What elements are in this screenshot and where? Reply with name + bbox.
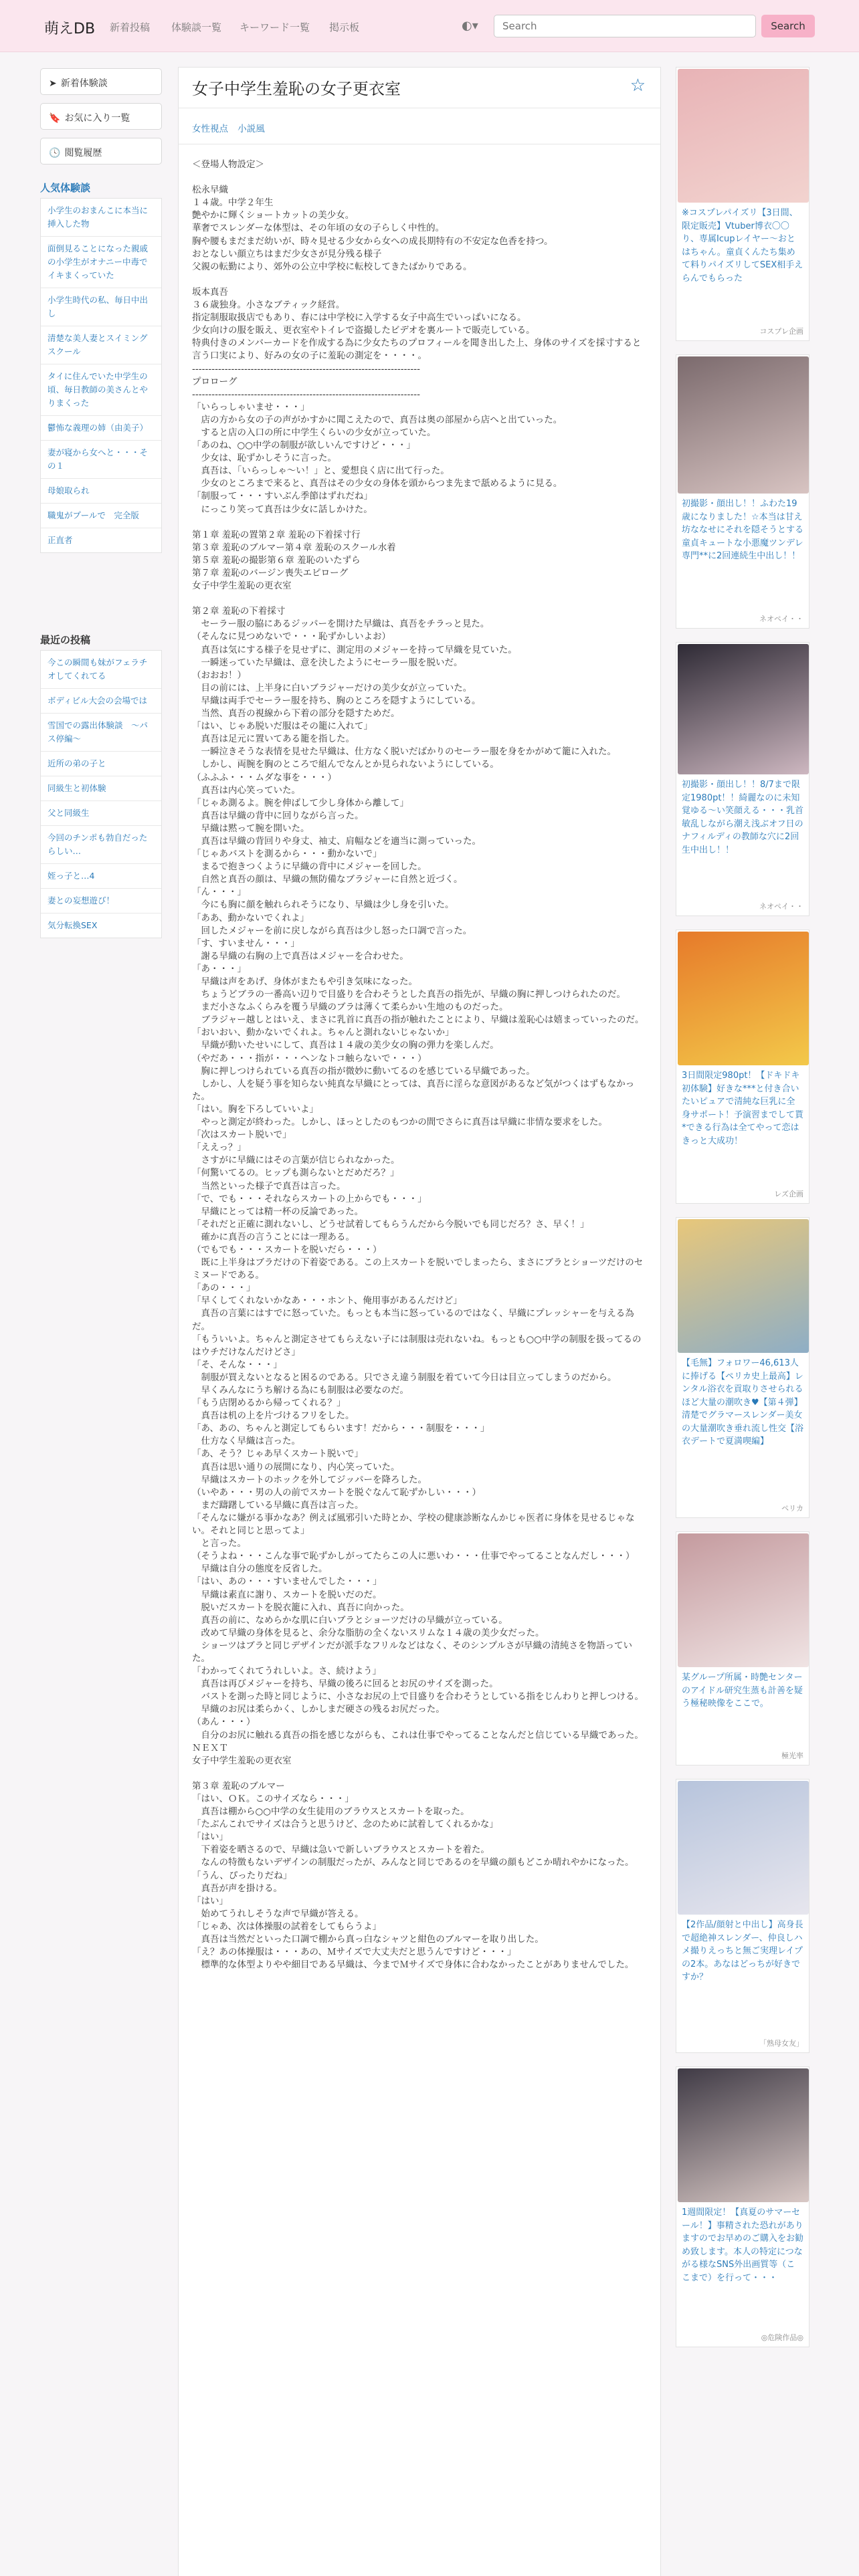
story-line: ＜登場人物設定＞ bbox=[192, 159, 264, 170]
story-line: 「はい、ＯＫ。このサイズなら・・・」 bbox=[192, 1794, 354, 1804]
story-line: 「あ、そう？じゃあ早くスカート脱いで」 bbox=[192, 1448, 363, 1460]
story-line: ちょうどブラの一番高い辺りで目盛りを合わそうとした真吾の指先が、早織の胸に押しつけられたのだ。 bbox=[192, 989, 626, 1000]
popular-stories-title: 人気体験談 bbox=[40, 182, 91, 194]
story-line: まだ躊躇している早織に真吾は言った。 bbox=[192, 1499, 364, 1511]
story-line: 「あ・・・」 bbox=[192, 963, 246, 974]
story-line: 女子中学生羞恥の更衣室 bbox=[192, 1755, 292, 1766]
story-line: 一瞬泣きそうな表情を見せた早織は、仕方なく脱いだばかりのセーラー服を身をかがめて籠に入れた。 bbox=[192, 746, 616, 758]
story-line: 「おいおい、動かないでくれよ。ちゃんと測れないじゃないか」 bbox=[192, 1027, 454, 1039]
tag-link[interactable]: 小説風 bbox=[237, 124, 265, 134]
story-line bbox=[192, 1767, 647, 1780]
story-line bbox=[192, 274, 647, 286]
story-line: 「あの・・・」 bbox=[192, 1283, 256, 1294]
story-line: 「はい。胸を下ろしていいよ」 bbox=[192, 1103, 318, 1115]
story-line: 「ええっ？」 bbox=[192, 1142, 246, 1154]
story-line: 「次はスカート脱いで」 bbox=[192, 1130, 292, 1141]
story-line: 早織にとっては精一杯の反論であった。 bbox=[192, 1206, 364, 1217]
popular-story-link[interactable]: 妻が寝から女へと・・・その１ bbox=[41, 441, 161, 479]
story-line: 「はい、あの・・・すいませんでした・・・」 bbox=[192, 1576, 382, 1588]
popular-story-link[interactable]: 職鬼がプールで 完全版 bbox=[41, 504, 161, 528]
story-line: 女子中学生羞恥の更衣室 bbox=[192, 580, 292, 592]
nav-board[interactable]: 掲示板 bbox=[329, 21, 360, 33]
ad-source: 極光率 bbox=[781, 1751, 803, 1760]
story-line: （あん・・・） bbox=[192, 1717, 256, 1728]
story-line: 父親の転勤により、郊外の公立中学校に転校してきたばかりである。 bbox=[192, 261, 472, 272]
ad-caption[interactable]: 初撮影・顔出し！！ふわた19歳になりました！☆本当は甘え坊ななせにそれを隠そうとする童貞キュートな小悪魔ツンデレ専門**に2回連続生中出し！！ bbox=[682, 499, 804, 561]
story-line: 「たぶんこれでサイズは合うと思うけど、念のために試着してくれるかな」 bbox=[192, 1819, 498, 1830]
story-line: 特典付きのメンバーカードを作成する為に少女たちのプロフィールを聞き出した上、身体のサイズを採寸すると言う口実により、好みの女の子に羞恥の測定を・・・・。 bbox=[192, 338, 642, 362]
story-line: 今にも胸に顔を触れられそうになり、早織は少し身を引いた。 bbox=[192, 899, 454, 911]
search-input[interactable] bbox=[494, 15, 756, 37]
story-line: 「わかってくれてうれしいよ。さ、続けよう」 bbox=[192, 1666, 381, 1677]
story-line: 真吾は棚から○○中学の女生徒用のブラウスとスカートを取った。 bbox=[192, 1806, 470, 1818]
ad-thumbnail[interactable] bbox=[678, 1781, 809, 1915]
popular-story-link[interactable]: 清楚な美人妻とスイミングスクール bbox=[41, 326, 161, 364]
story-line: 早織のお尻は柔らかく、しかしまだ硬さの残るお尻だった。 bbox=[192, 1704, 445, 1715]
recent-post-link[interactable]: 同級生と初体験 bbox=[41, 776, 161, 801]
story-line: 真吾が声を掛ける。 bbox=[192, 1883, 282, 1894]
story-line: 「それだと正確に測れないし、どうせ試着してもらうんだから今脱いでも同じだろ？さ、早く！」 bbox=[192, 1218, 589, 1230]
story-line: 「ん・・・」 bbox=[192, 887, 246, 898]
story-line: 少女のところまで来ると、真吾はその少女の身体を頭からつま先まで舐めるように見る。 bbox=[192, 478, 563, 490]
story-line: 真吾は足元に置いてある籠を指した。 bbox=[192, 734, 355, 745]
story-line: 早織は素直に謝り、スカートを脱いだのだ。 bbox=[192, 1589, 382, 1600]
popular-story-link[interactable]: 正直者 bbox=[47, 535, 73, 545]
story-line: 「うん、ぴったりだね」 bbox=[192, 1870, 292, 1881]
story-line: 自分のお尻に触れる真吾の指を感じながらも、これは仕事でやってることなんだと信じている早織であった。 bbox=[192, 1729, 644, 1741]
recent-post-link[interactable]: 今回のチンポも勃自だったらしい… bbox=[41, 826, 161, 864]
ad-card[interactable] bbox=[676, 2066, 809, 2347]
bookmark-icon: 🔖 bbox=[49, 113, 61, 124]
ad-card[interactable] bbox=[676, 1779, 809, 2053]
ad-caption[interactable]: 【2作品/顔射と中出し】高身長で超絶神スレンダー、仲良しハメ撮りえっちと無ご実理レイプの2本。あなはどっちが好きですか？ bbox=[682, 1920, 803, 1982]
ad-thumbnail[interactable] bbox=[678, 644, 809, 774]
popular-stories-list bbox=[40, 198, 162, 553]
story-line: 早織は黙って腕を開いた。 bbox=[192, 823, 310, 834]
story-line: やっと測定が終わった。しかし、ほっとしたのもつかの間でさらに真吾は早織に非情な要求をした。 bbox=[192, 1117, 607, 1128]
ad-source: レズ企画 bbox=[774, 1190, 803, 1198]
ad-source: ネオペイ・・ bbox=[759, 615, 803, 623]
recent-posts-list bbox=[40, 650, 162, 938]
ad-card[interactable] bbox=[676, 642, 809, 916]
story-line: 第５章 羞恥の撮影第６章 羞恥のいたずら bbox=[192, 554, 361, 566]
story-line: 確かに真吾の言うことには一理ある。 bbox=[192, 1231, 355, 1243]
story-line: 指定制服取扱店でもあり、春には中学校に入学する女子中高生でいっぱいになる。 bbox=[192, 312, 527, 324]
story-line: 早織は自分の態度を反省した。 bbox=[192, 1564, 328, 1575]
ad-caption[interactable]: 1週間限定！【真夏のサマーセール！】事精された恐れがありますのでお早めのご購入をお勧め致します。本人の特定につながる様なSNS外出画質等（ここまで）を行って・・・ bbox=[682, 2208, 804, 2283]
story-line: 第１章 羞恥の置第２章 羞恥の下着採寸行 bbox=[192, 529, 361, 540]
story-line: 「もういいよ。ちゃんと測定させてもらえない子には制服は売れないね。もっとも○○中学の制服を扱ってるのはウチだけなんだけどさ」 bbox=[192, 1333, 642, 1358]
ad-source: ペリカ bbox=[781, 1504, 803, 1513]
story-line: 謝る早織の右胸の上で真吾はメジャーを合わせた。 bbox=[192, 950, 409, 962]
story-line: 松永早織 bbox=[192, 185, 228, 196]
story-line: 坂本真吾 bbox=[192, 286, 228, 298]
ad-thumbnail[interactable] bbox=[678, 1219, 809, 1353]
ad-source: 「熟母女友」 bbox=[759, 2039, 803, 2048]
story-line: まだ小さなふくらみを覆う早織のブラは薄くて柔らかい生地のものだった。 bbox=[192, 1002, 508, 1013]
story-line: （でもでも・・・スカートを脱いだら・・・） bbox=[192, 1244, 382, 1255]
ad-thumbnail[interactable] bbox=[678, 1533, 809, 1667]
story-line: しかし、人を疑う事を知らない純真な早織にとっては、真吾に淫らな意図があるなど気がつくはずもなかった。 bbox=[192, 1078, 635, 1102]
story-line: 「あのね、○○中学の制服が欲しいんですけど・・・」 bbox=[192, 440, 416, 451]
story-line: と言った。 bbox=[192, 1538, 246, 1549]
ad-caption[interactable]: 某グループ所属・時艶センターのアイドル研究生蒸も計善を疑う極秘映像をここで。 bbox=[682, 1673, 803, 1709]
ad-caption[interactable]: ※コスプレパイズリ【3日間、限定販売】Vtuber博衣〇〇り、専属Icupレイヤー〜おとはちゃん。童貞くんたち集めて料りパイズリしてSEX相手えらんでもらった bbox=[682, 208, 803, 284]
story-line: セーラー服の脇にあるジッパーを開けた早織は、真吾をチラっと見た。 bbox=[192, 619, 490, 630]
story-line: 第７章 羞恥のバージン喪失エピローグ bbox=[192, 568, 349, 578]
story-line: 「じゃあ測るよ。腕を伸ばして少し身体から離して」 bbox=[192, 797, 409, 809]
story-line: 「す、すいません・・・」 bbox=[192, 938, 300, 949]
article-card bbox=[178, 67, 661, 2576]
favorites-button[interactable]: 🔖 お気に入り一覧 bbox=[40, 103, 162, 130]
story-line: 真吾は再びメジャーを持ち、早織の後ろに回るとお尻のサイズを測った。 bbox=[192, 1679, 498, 1690]
ad-caption[interactable]: 3日間限定980pt！【ドキドキ初体験】好きな***と付き合いたいピュアで清純な巨乳に全身サポート！予演習までして貰*できる行為は全てやって恋はきっと大成功！ bbox=[682, 1071, 804, 1146]
story-line: １４歳。中学２年生 bbox=[192, 197, 274, 209]
recent-posts-title: 最近の投稿 bbox=[40, 634, 91, 646]
story-line: 「で、でも・・・それならスカートの上からでも・・・」 bbox=[192, 1193, 427, 1204]
story-line: 既に上半身はブラだけの下着姿である。この上スカートを脱いでしまったら、まさにブラとショーツだけのセミヌードである。 bbox=[192, 1257, 644, 1281]
story-line: 真吾は当然だといった口調で棚から真っ白なシャツと紺色のブルマーを取り出した。 bbox=[192, 1934, 544, 1945]
ad-caption[interactable]: 【毛無】フォロワー46,613人に捧げる【ペリカ史上最高】レンタル浴衣を貢取りさせられるほど大量の潮吹き♥【第４弾】清楚でグラマースレンダー美女の大量潮吹き垂れ流し性交【浴衣デートで夏満喫編】 bbox=[682, 1358, 804, 1446]
popular-story-link[interactable]: タイに住んでいた中学生の頃、毎日教師の美さんとやりまくった bbox=[41, 364, 161, 416]
popular-story-link[interactable]: 母娘取られ bbox=[41, 479, 161, 504]
story-line: 「はい」 bbox=[192, 1832, 228, 1843]
story-line: おとなしい顔立ちはまだ少女さが見分残る様子 bbox=[192, 248, 382, 259]
story-line: 真吾は思い通りの展開になり、内心笑っていた。 bbox=[192, 1461, 400, 1473]
story-line: バストを測った時と同じように、小さなお尻の上で目盛りを合わそうとしている指をじんわりと押しつける。 bbox=[192, 1691, 644, 1703]
recent-post-link[interactable]: 雪国での露出体験談 ～パス停編～ bbox=[41, 714, 161, 752]
story-line: 当然といった様子で真吾は言った。 bbox=[192, 1180, 346, 1192]
story-line: 真吾は内心笑っていた。 bbox=[192, 784, 300, 796]
story-line: 華奢でスレンダーな体型は、その年頃の女の子らしく中性的。 bbox=[192, 223, 445, 234]
story-line: （やだあ・・・指が・・・ヘンなトコ触らないで・・・） bbox=[192, 1053, 427, 1064]
top-navbar bbox=[0, 0, 859, 52]
story-line: （おおお！） bbox=[192, 669, 246, 681]
ad-card[interactable] bbox=[676, 1531, 809, 1765]
story-line: 「あ、あの、ちゃんと測定してもらいます！だから・・・制服を・・・」 bbox=[192, 1423, 490, 1434]
story-line: 目の前には、上半身に白いブラジャーだけの美少女が立っていた。 bbox=[192, 682, 472, 693]
story-line: （ふふふ・・・ムダな事を・・・） bbox=[192, 772, 337, 783]
new-stories-button[interactable]: ➤ 新着体験談 bbox=[40, 68, 162, 95]
story-line: 下着姿を晒さるので、早織は急いで新しいブラウスとスカートを着た。 bbox=[192, 1844, 490, 1856]
story-line: 一瞬迷っていた早織は、意を決したようにセーラー服を脱いだ。 bbox=[192, 657, 463, 668]
story-line: （そうよね・・・こんな事で恥ずかしがってたらこの人に悪いわ・・・仕事でやってることなんだし・・・） bbox=[192, 1551, 635, 1562]
story-line: 「じゃあ、次は体操服の試着をしてもらうよ」 bbox=[192, 1921, 381, 1932]
story-line: 「はい」 bbox=[192, 1895, 228, 1907]
recent-post-link[interactable]: 妻との妄想遊び！ bbox=[41, 889, 161, 914]
recent-post-link[interactable]: 父と同級生 bbox=[41, 801, 161, 826]
ad-thumbnail[interactable] bbox=[678, 356, 809, 494]
story-line: 少女向けの服を販え、更衣室やトイレで盗撮したビデオを裏ルートで販売している。 bbox=[192, 325, 535, 336]
story-line: 第２章 羞恥の下着採寸 bbox=[192, 606, 286, 617]
story-line: ---------------------------------------------------------------------- bbox=[192, 389, 420, 400]
recent-post-link[interactable]: 姪っ子と…4 bbox=[41, 864, 161, 889]
tag-link[interactable]: 女性視点 bbox=[192, 124, 228, 134]
story-line bbox=[192, 516, 647, 529]
story-line: 胸や腰もまだまだ幼いが、時々見せる少女から女への成長期特有の不安定な色香を持つ。 bbox=[192, 235, 553, 247]
story-line: 当然、真吾の視線から下着の部分を隠すためだ。 bbox=[192, 708, 400, 720]
story-line: なんの特徴もないデザインの制服だったが、みんなと同じであるのを早織の顔もどこか晴れやかになった。 bbox=[192, 1857, 634, 1868]
ad-card[interactable] bbox=[676, 67, 809, 341]
ad-source: ◎危険作品◎ bbox=[761, 2333, 803, 2342]
search-button[interactable]: Search bbox=[761, 15, 815, 37]
favorite-star-icon[interactable]: ☆ bbox=[630, 76, 646, 96]
story-line: 「ああ、動かないでくれよ」 bbox=[192, 912, 309, 924]
story-line: 真吾の言葉にはすでに怒っていた。もっとも本当に怒っているのではなく、早織にプレッシャーを与える為だ。 bbox=[192, 1308, 634, 1332]
history-button[interactable]: 🕓 閲覧履歴 bbox=[40, 138, 162, 165]
story-line: 真吾の前に、なめらかな肌に白いブラとショーツだけの早織が立っている。 bbox=[192, 1614, 508, 1626]
site-logo[interactable]: 萌えDB bbox=[44, 21, 96, 37]
nav-keywords-list[interactable]: キーワード一覧 bbox=[240, 21, 310, 33]
story-line: 始めてうれしそうな声で早織が答える。 bbox=[192, 1908, 364, 1919]
story-line: （いやあ・・・男の人の前でスカートを脱ぐなんて恥ずかしい・・・） bbox=[192, 1487, 481, 1498]
ad-thumbnail[interactable] bbox=[678, 69, 809, 203]
ad-thumbnail[interactable] bbox=[678, 932, 809, 1065]
story-line: 真吾は気にする様子を見せずに、測定用のメジャーを持って早織を見ていた。 bbox=[192, 644, 517, 655]
story-line: 制服が買えないとなると困るのである。只でさえ違う制服を着ていて今日は目立ってしまうのだから。 bbox=[192, 1372, 617, 1383]
ad-card[interactable] bbox=[676, 1217, 809, 1518]
story-body bbox=[192, 158, 647, 1971]
story-line: 第３章 羞恥のブルマー第４章 羞恥のスクール水着 bbox=[192, 542, 396, 553]
ad-thumbnail[interactable] bbox=[678, 2068, 809, 2202]
story-line: 仕方なく早織は言った。 bbox=[192, 1436, 300, 1447]
story-line: 自然と真吾の顔は、早織の無防備なブラジャーに自然と近づく。 bbox=[192, 874, 463, 885]
story-line: まるで抱きつくように早織の背中にメジャーを回した。 bbox=[192, 861, 427, 873]
story-line: 「そ、そんな・・・」 bbox=[192, 1359, 282, 1370]
ad-card[interactable] bbox=[676, 930, 809, 1204]
story-line: 早織はスカートのホックを外してジッパーを降ろした。 bbox=[192, 1474, 427, 1485]
story-line: しかし、両腕を胸のところで組んでなんとか見られないようにしている。 bbox=[192, 759, 499, 770]
nav-stories-list[interactable]: 体験談一覧 bbox=[171, 21, 222, 33]
story-line: ブラジャー越しとはいえ、まさに乳首に真吾の指が触れたことにより、早織は羞恥心は嬉まっていったのだ。 bbox=[192, 1014, 644, 1026]
ad-caption[interactable]: 初撮影・顔出し！！8/7まで限定1980pt！！綺麗なのに未知覚ゆる～い笑顔える・・・乳首敏乱しながら潮え浅ぶオフ日のナフィルディの教師な穴に2回生中出し！！ bbox=[682, 780, 804, 855]
ad-source: コスプレ企画 bbox=[759, 327, 803, 336]
story-line bbox=[192, 593, 647, 605]
story-line: 「はい、じゃあ脱いだ服はその籠に入れて」 bbox=[192, 721, 373, 732]
recent-post-link[interactable]: 近所の弟の子と bbox=[41, 752, 161, 776]
nav-new-posts[interactable]: 新着投稿 bbox=[110, 21, 151, 33]
popular-story-link[interactable]: 小学生時代の私、毎日中出し bbox=[41, 288, 161, 326]
story-line: 「いらっしゃいませ・・・」 bbox=[192, 401, 310, 413]
recent-post-link[interactable]: 今この瞬間も妹がフェラチオしてくれてる bbox=[41, 651, 161, 689]
story-line: 「じゃあバストを測るから・・・動かないで」 bbox=[192, 849, 382, 860]
popular-story-link[interactable]: 鬱怖な義理の姉（由美子） bbox=[41, 416, 161, 441]
story-line: 「え？あの体操服は・・・あの、Ｍサイズで大丈夫だと思うんですけど・・・」 bbox=[192, 1947, 516, 1958]
story-line: 真吾は机の上を片づけるフリをした。 bbox=[192, 1410, 355, 1422]
tag-list bbox=[192, 121, 272, 134]
story-line: 「早くしてくれないかなあ・・・ホント、俺用事があるんだけど」 bbox=[192, 1295, 462, 1307]
story-line bbox=[192, 171, 647, 184]
article-title: 女子中学生羞恥の女子更衣室 bbox=[192, 80, 401, 98]
ad-card[interactable] bbox=[676, 354, 809, 629]
story-line: 真吾は早織の背中に回りながら言った。 bbox=[192, 810, 364, 821]
story-line: 早織が動いたせいにして、真吾は１４歳の美少女の胸の弾力を楽しんだ。 bbox=[192, 1040, 499, 1051]
ad-source: ネオペイ・・ bbox=[759, 902, 803, 911]
story-line: 「もう店閉めるから帰ってくれる？」 bbox=[192, 1398, 346, 1409]
clock-icon: 🕓 bbox=[49, 148, 61, 158]
send-icon: ➤ bbox=[49, 78, 57, 89]
story-line: 「そんなに嫌がる事かなあ？例えば風邪引いた時とか、学校の健康診断なんかじゃ医者に身体を見せるじゃない。それと同じと思ってよ」 bbox=[192, 1512, 635, 1537]
story-line: 「制服って・・・すいぶん季節はずれだね」 bbox=[192, 491, 373, 502]
popular-story-link[interactable]: 小学生のおまんこに本当に挿入した物 bbox=[41, 199, 161, 237]
story-line: 店の方から女の子の声がかすかに聞こえたので、真吾は奥の部屋から店へと出ていった。 bbox=[192, 414, 563, 425]
story-line: 胸に押しつけられている真吾の指が微妙に動いてるのを感じている早織であった。 bbox=[192, 1065, 535, 1077]
story-line: 少女は、恥ずかしそうに言った。 bbox=[192, 453, 337, 464]
story-line: 早織は声をあげ、身体がまたもや引き気味になった。 bbox=[192, 976, 417, 987]
story-line: ＮＥＸＴ bbox=[192, 1742, 228, 1753]
story-line: さすがに早織にはその言葉が信じられなかった。 bbox=[192, 1155, 400, 1166]
story-line: 早織は両手でセーラー服を持ち、胸のところを隠すようにしている。 bbox=[192, 695, 481, 706]
story-line: 脱いだスカートを脱衣籠に入れ、真吾に向かった。 bbox=[192, 1602, 409, 1613]
story-line: 標準的な体型よりやや細目である早織は、今までＭサイズで身体に合わなかったことがありませんでした。 bbox=[192, 1959, 634, 1971]
recent-post-link[interactable]: 気分転換SEX bbox=[47, 920, 98, 930]
story-line: すると店の入口の所に中学生くらいの少女が立っていた。 bbox=[192, 427, 436, 438]
story-line: 「何驚いてるの。ヒップも測らないとだめだろ？」 bbox=[192, 1168, 399, 1179]
theme-toggle-icon[interactable]: ◐▾ bbox=[462, 19, 478, 33]
story-line: ショーツはブラと同じデザインだが派手なフリルなどはなく、そのシンプルさが早織の清純さを物語っていた。 bbox=[192, 1640, 633, 1664]
popular-story-link[interactable]: 面倒見ることになった親戚の小学生がオナニー中毒でイキまくっていた bbox=[41, 237, 161, 288]
story-line: プロローグ bbox=[192, 376, 237, 387]
story-line: にっこり笑って真吾は少女に話しかけた。 bbox=[192, 504, 373, 515]
story-line: （そんなに見つめないで・・・恥ずかしいよお） bbox=[192, 631, 391, 643]
story-line: ---------------------------------------------------------------------- bbox=[192, 363, 420, 374]
story-line: 艶やかに輝くショートカットの美少女。 bbox=[192, 210, 355, 221]
story-line: 真吾は、「いらっしゃ〜い！」と、愛想良く店に出て行った。 bbox=[192, 465, 450, 477]
story-line: 第３章 羞恥のブルマー bbox=[192, 1780, 285, 1792]
story-line: 改めて早織の身体を見ると、余分な脂肪の全くないスリムな１４歳の美少女だった。 bbox=[192, 1627, 545, 1638]
story-line: 真吾は早織の背回りや身丈、袖丈、肩幅などを適当に測っていった。 bbox=[192, 835, 481, 847]
story-line: 早くみんなにうち解ける為にも制服は必要なのだ。 bbox=[192, 1385, 409, 1396]
story-line: ３６歳独身。小さなブティック経営。 bbox=[192, 300, 345, 311]
story-line: 回したメジャーを前に戻しながら真吾は少し怒った口調で言った。 bbox=[192, 925, 472, 936]
recent-post-link[interactable]: ボディビル大会の会場では bbox=[41, 689, 161, 714]
